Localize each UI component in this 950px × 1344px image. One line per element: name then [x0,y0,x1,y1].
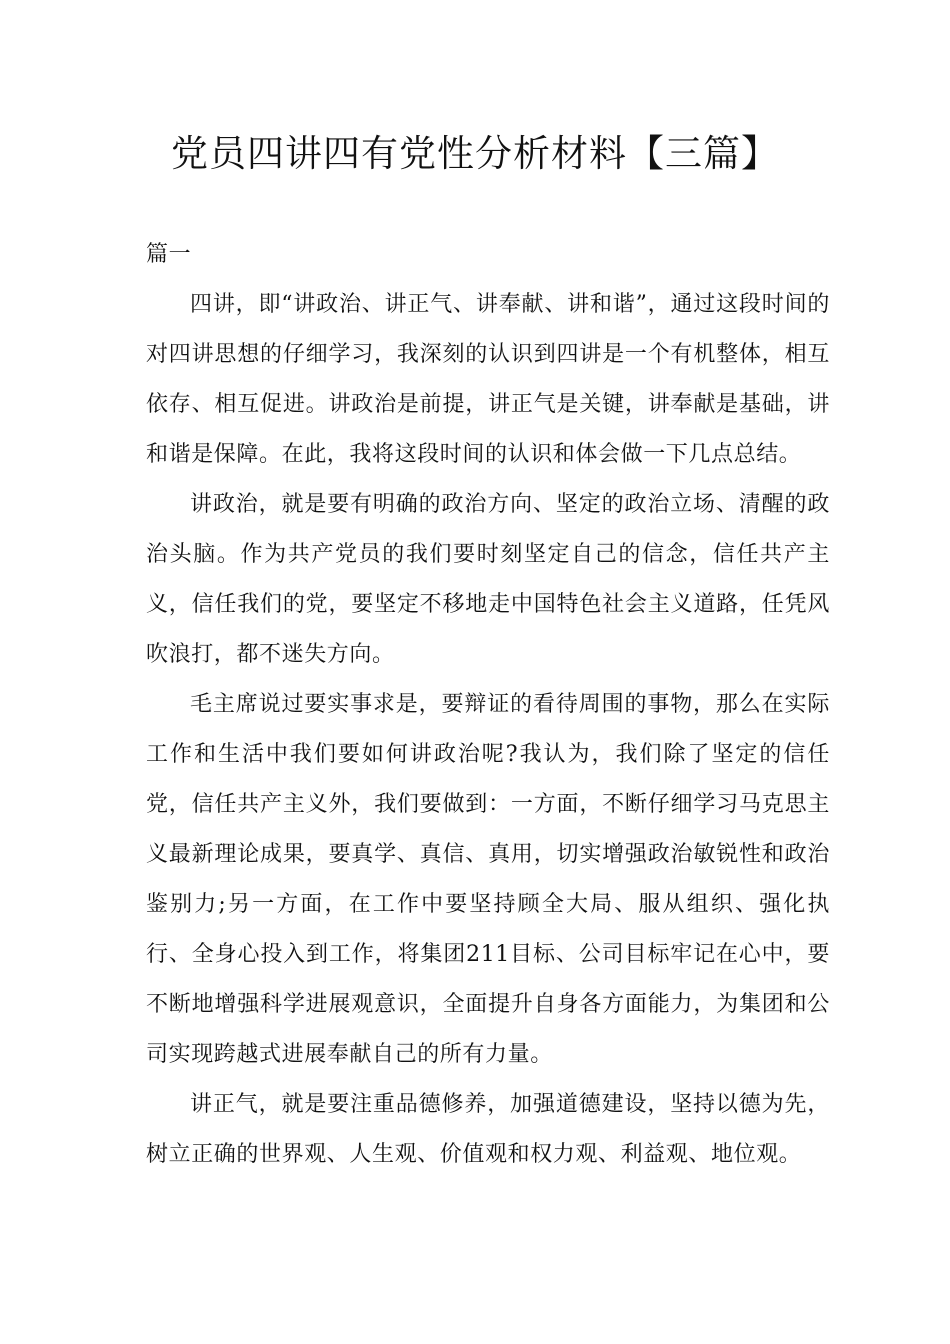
document-body [146,230,830,1180]
paragraph-2: 讲政治，就是要有明确的政治方向、坚定的政治立场、清醒的政治头脑。作为共产党员的我们要时刻坚定自己的信念，信任共产主义，信任我们的党，要坚定不移地走中国特色社会主义道路，任凭风吹浪打，都不迷失方向。 [146,492,830,667]
paragraph-1: 四讲，即“讲政治、讲正气、讲奉献、讲和谐”，通过这段时间的对四讲思想的仔细学习，我深刻的认识到四讲是一个有机整体，相互依存、相互促进。讲政治是前提，讲正气是关键，讲奉献是基础，讲和谐是保障。在此，我将这段时间的认识和体会做一下几点总结。 [146,292,830,467]
section-label: 篇一 [146,242,192,267]
document-title: 党员四讲四有党性分析材料【三篇】 [171,132,779,175]
paragraph-3: 毛主席说过要实事求是，要辩证的看待周围的事物，那么在实际工作和生活中我们要如何讲政治呢?我认为，我们除了坚定的信任党，信任共产主义外，我们要做到：一方面，不断仔细学习马克思主义最新理论成果，要真学、真信、真用，切实增强政治敏锐性和政治鉴别力;另一方面，在工作中要坚持顾全大局、服从组织、强化执行、全身心投入到工作，将集团211目标、公司目标牢记在心中，要不断地增强科学进展观意识，全面提升自身各方面能力，为集团和公司实现跨越式进展奉献自己的所有力量。 [146,692,830,1067]
paragraph-4: 讲正气，就是要注重品德修养，加强道德建设，坚持以德为先，树立正确的世界观、人生观、价值观和权力观、利益观、地位观。 [146,1092,830,1167]
